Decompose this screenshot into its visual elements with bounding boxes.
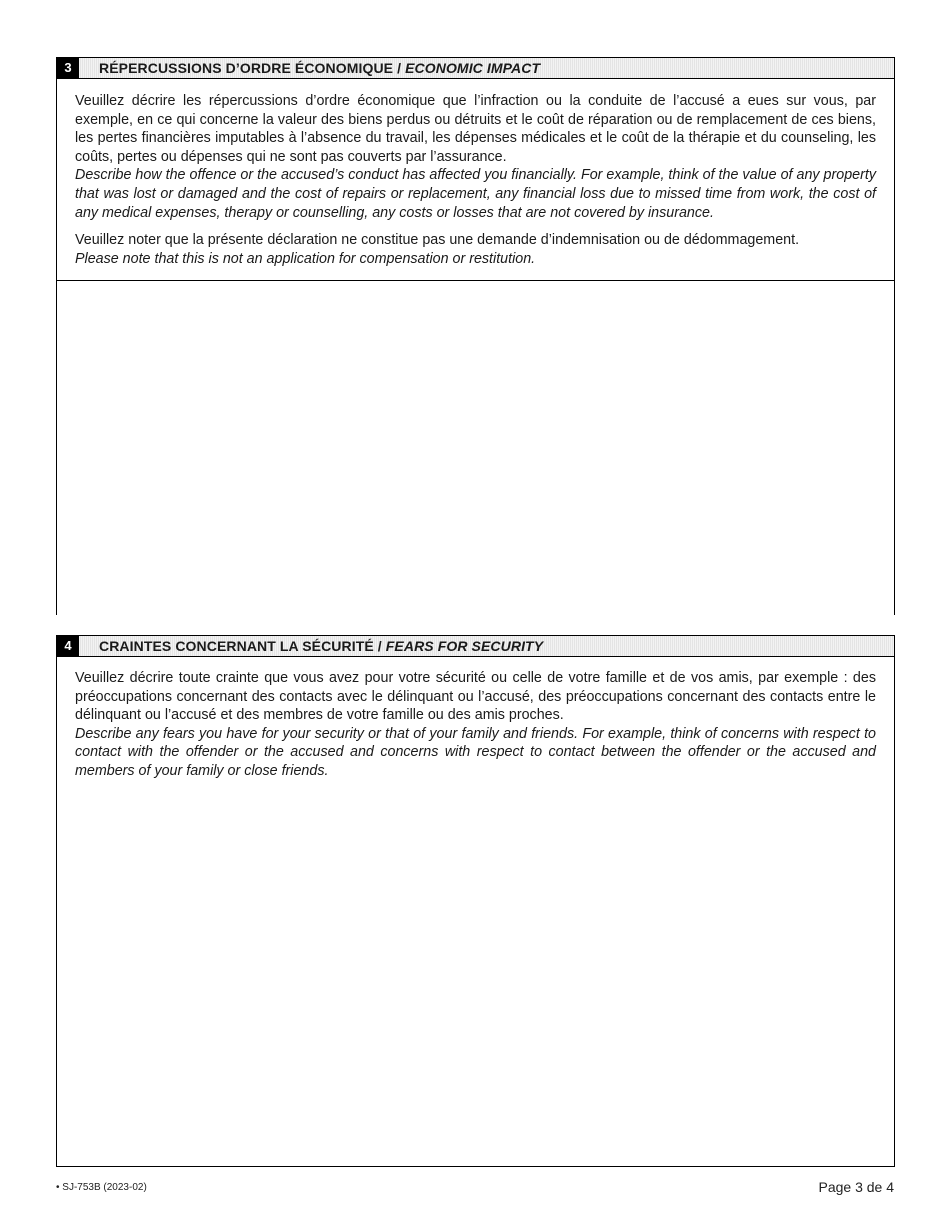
instruction-fr: Veuillez décrire toute crainte que vous avez pour votre sécurité ou celle de votre famille et de vos amis, par exemple : des préoccupations concernant des contacts avec le délinquant ou l’accusé, des préoccupations concernant des contacts entre le délinquant ou l’accusé et des membres de votre famille ou des amis proches. — [75, 670, 876, 724]
section-header — [56, 635, 895, 657]
note-fr: Veuillez noter que la présente déclaration ne constitue pas une demande d’indemnisation ou de dédommagement. — [75, 232, 800, 249]
section-title-fr: RÉPERCUSSIONS D’ORDRE ÉCONOMIQUE / — [99, 60, 406, 76]
section-title — [99, 636, 543, 656]
section-header — [56, 57, 895, 79]
form-code: • SJ-753B (2023-02) — [56, 1182, 147, 1193]
section-number: 4 — [57, 636, 79, 656]
section-economic-impact — [56, 57, 895, 615]
instruction-en: Describe any fears you have for your security or that of your family and friends. For example, think of concerns with respect to contact with the offender or the accused and concerns with respect to contact between the offender or the accused and members of your family or close friends. — [75, 725, 876, 779]
section-instructions — [56, 79, 895, 281]
economic-impact-answer-area[interactable] — [56, 281, 895, 615]
page-number: Page 3 de 4 — [818, 1179, 894, 1195]
fears-for-security-answer-area[interactable] — [56, 794, 895, 1167]
section-fears-for-security — [56, 635, 895, 1167]
section-number: 3 — [57, 58, 79, 78]
section-instructions — [56, 657, 895, 794]
section-title-fr: CRAINTES CONCERNANT LA SÉCURITÉ / — [99, 638, 386, 654]
section-title — [99, 58, 540, 78]
section-title-en: ECONOMIC IMPACT — [405, 60, 541, 76]
instruction-en: Describe how the offence or the accused’s conduct has affected you financially. For example, think of the value of any property that was lost or damaged and the cost of repairs or replacement, any financial loss due to missed time from work, the cost of any medical expenses, therapy or counselling, any costs or losses that are not covered by insurance. — [75, 167, 876, 221]
instruction-fr: Veuillez décrire les répercussions d’ordre économique que l’infraction ou la conduite de l’accusé a eues sur vous, par exemple, en ce qui concerne la valeur des biens perdus ou détruits et le coût de réparation ou de remplacement de ces biens, les pertes financières imputables à l’absence du travail, les dépenses médicales et le coût de la thérapie et du counseling, les coûts, pertes ou dépenses qui ne sont pas couverts par l’assurance. — [75, 93, 876, 165]
section-title-en: FEARS FOR SECURITY — [385, 638, 544, 654]
note-en: Please note that this is not an application for compensation or restitution. — [75, 250, 536, 267]
